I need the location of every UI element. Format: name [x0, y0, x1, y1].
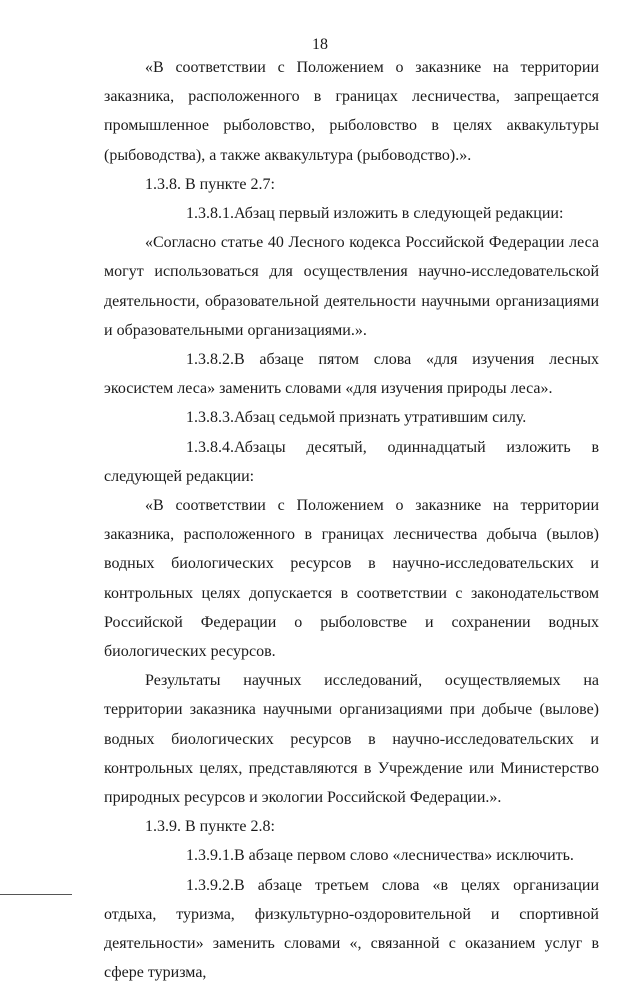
- paragraph-quote-prohibition: «В соответствии с Положением о заказнике на территории заказника, расположенного в границах лесничества, запрещается промышленное рыболовство, рыболовство в целях аквакультуры (рыбоводства), а также аквакультура (рыбоводство).».: [104, 59, 599, 164]
- page-number: 18: [312, 36, 328, 53]
- item-number: 1.3.9.1.: [186, 847, 234, 865]
- paragraph-quote-fishing: «В соответствии с Положением о заказнике на территории заказника, расположенного в границах лесничества добыча (вылов) водных биологических ресурсов в научно-исследовательских и контрольных целях допускается в соответствии с законодательством Российской Федерации о рыболовстве и сохранении водных биологических ресурсов.: [104, 497, 599, 661]
- item-text: В абзаце первом слово «лесничества» исключить.: [234, 847, 574, 865]
- item-1-3-8-2: [104, 345, 599, 403]
- item-text: Абзац седьмой признать утратившим силу.: [234, 409, 527, 427]
- item-number: 1.3.8.1.: [186, 205, 234, 223]
- item-text: Абзац первый изложить в следующей редакции:: [234, 205, 564, 223]
- item-1-3-8-1: [104, 199, 599, 228]
- item-1-3-9-1: [104, 841, 599, 870]
- item-text: В абзаце пятом слова «для изучения лесных экосистем леса» заменить словами «для изучения природы леса».: [104, 351, 599, 398]
- item-1-3-9-2: [104, 871, 599, 988]
- item-number: 1.3.9.2.: [186, 876, 234, 894]
- body-text: [104, 53, 599, 988]
- item-1-3-8-4: [104, 433, 599, 491]
- paragraph-1-3-8: 1.3.8. В пункте 2.7:: [145, 175, 275, 193]
- item-number: 1.3.8.3.: [186, 409, 234, 427]
- item-number: 1.3.8.2.: [186, 351, 234, 369]
- paragraph-research-results: Результаты научных исследований, осуществляемых на территории заказника научными организациями при добыче (вылове) водных биологических ресурсов в научно-исследовательских и контрольных целях, представляются в Учреждение или Министерство природных ресурсов и экологии Российской Федерации.».: [104, 672, 599, 807]
- item-text: Абзацы десятый, одиннадцатый изложить в следующей редакции:: [104, 438, 599, 485]
- item-number: 1.3.8.4.: [186, 438, 234, 456]
- paragraph-quote-forest-code: «Согласно статье 40 Лесного кодекса Российской Федерации леса могут использоваться для осуществления научно-исследовательской деятельности, образовательной деятельности научными организациями и образовательными организациями.».: [104, 234, 599, 339]
- paragraph-1-3-9: 1.3.9. В пункте 2.8:: [145, 818, 275, 836]
- footer-rule: [0, 894, 72, 895]
- item-text: В абзаце третьем слова «в целях организации отдыха, туризма, физкультурно-оздоровительной и спортивной деятельности» заменить словами «, связанной с оказанием услуг в сфере туризма,: [104, 876, 599, 982]
- item-1-3-8-3: [104, 403, 599, 432]
